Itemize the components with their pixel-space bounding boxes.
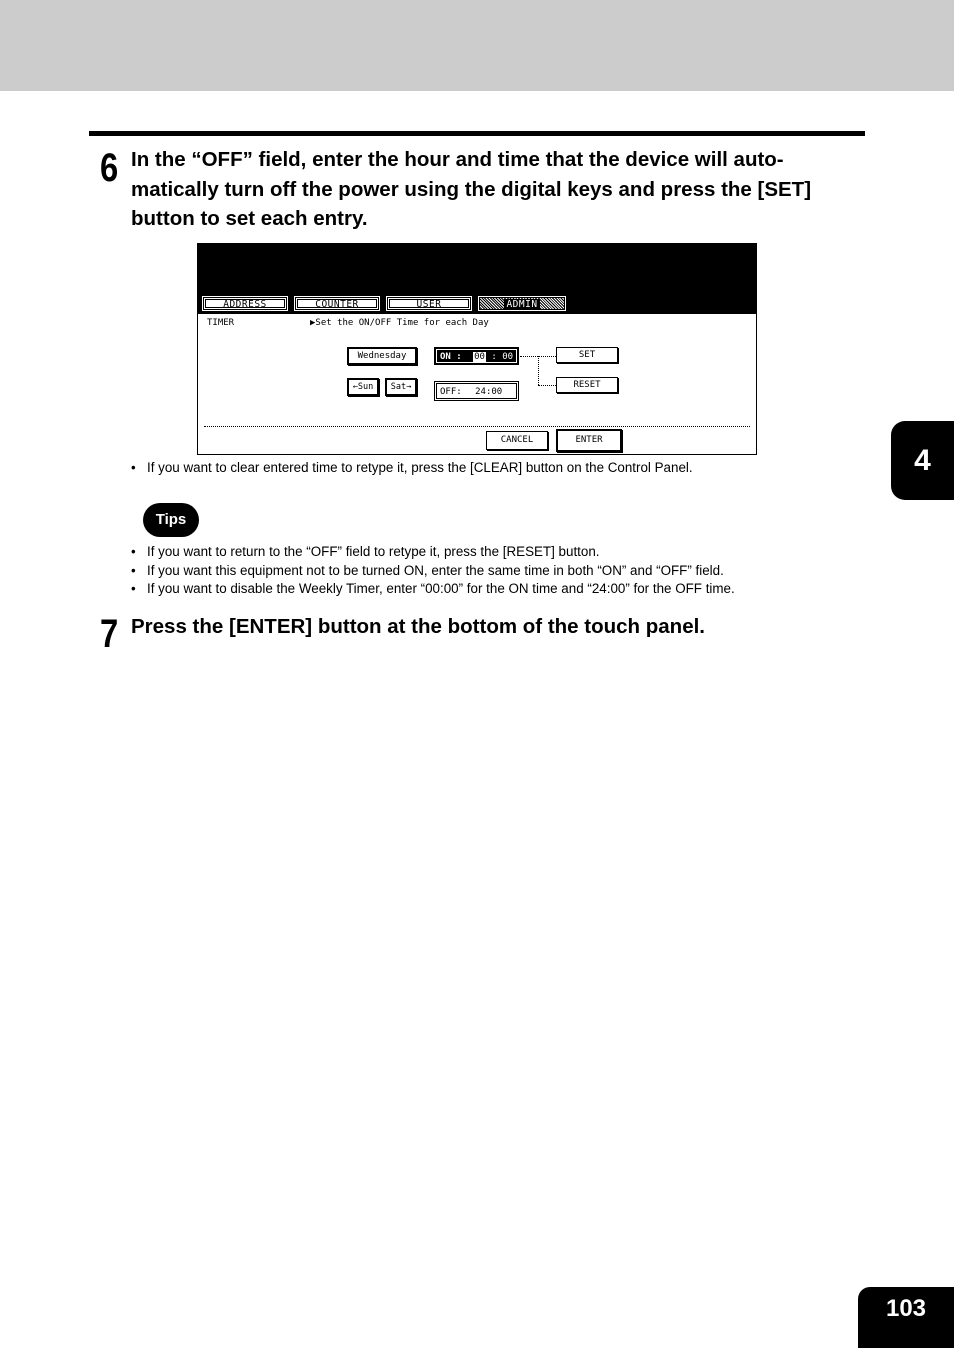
chapter-tab: 4 — [891, 421, 954, 500]
tab-address[interactable]: ADDRESS — [202, 296, 288, 311]
tips-badge: Tips — [143, 503, 199, 537]
off-time-label: OFF: — [440, 387, 462, 397]
step-6-line: button to set each entry. — [131, 207, 368, 230]
step-6-text — [131, 145, 871, 234]
set-button[interactable]: SET — [556, 347, 618, 363]
reset-button[interactable]: RESET — [556, 377, 618, 393]
on-time-minute: : 00 — [491, 352, 514, 362]
off-time-field[interactable] — [434, 381, 519, 401]
touch-panel-screenshot — [197, 243, 757, 455]
step-6-number: 6 — [100, 146, 119, 190]
list-item: • If you want to clear entered time to retype it, press the [CLEAR] button on the Control Panel. — [131, 459, 693, 478]
prev-day-button[interactable]: ←Sun — [347, 378, 379, 396]
step-7-text — [131, 612, 871, 642]
timer-label: TIMER — [207, 318, 235, 328]
tab-user[interactable]: USER — [386, 296, 472, 311]
next-day-button[interactable]: Sat→ — [385, 378, 417, 396]
step-7-number: 7 — [100, 612, 119, 656]
off-time-value: 24:00 — [475, 387, 503, 397]
on-time-label: ON : — [440, 352, 462, 362]
tips-list — [131, 543, 735, 599]
step-7-line: Press the [ENTER] button at the bottom of the touch panel. — [131, 615, 705, 638]
list-item: • If you want to disable the Weekly Timer, enter “00:00” for the ON time and “24:00” for the OFF time. — [131, 580, 735, 599]
timer-instruction: ▶Set the ON/OFF Time for each Day — [310, 318, 489, 328]
divider — [204, 426, 750, 427]
connector-line — [538, 356, 539, 385]
step-6-line: matically turn off the power using the digital keys and press the [SET] — [131, 177, 812, 201]
page-number: 103 — [858, 1287, 954, 1348]
on-time-hour: 00 — [474, 352, 485, 362]
note-list — [131, 459, 693, 478]
tab-admin[interactable] — [478, 296, 566, 311]
connector-line — [538, 385, 556, 386]
enter-button[interactable]: ENTER — [556, 429, 622, 452]
cancel-button[interactable]: CANCEL — [486, 431, 548, 450]
on-time-field[interactable] — [434, 347, 519, 365]
list-item: • If you want this equipment not to be turned ON, enter the same time in both “ON” and “OFF” field. — [131, 562, 735, 581]
step-6-line: In the “OFF” field, enter the hour and time that the device will auto- — [131, 148, 784, 171]
list-item: • If you want to return to the “OFF” field to retype it, press the [RESET] button. — [131, 543, 735, 562]
day-selector[interactable]: Wednesday — [347, 347, 417, 365]
section-rule — [89, 131, 865, 136]
tab-counter[interactable]: COUNTER — [294, 296, 380, 311]
header-band — [0, 0, 954, 91]
tab-admin-label: ADMIN — [506, 299, 538, 310]
